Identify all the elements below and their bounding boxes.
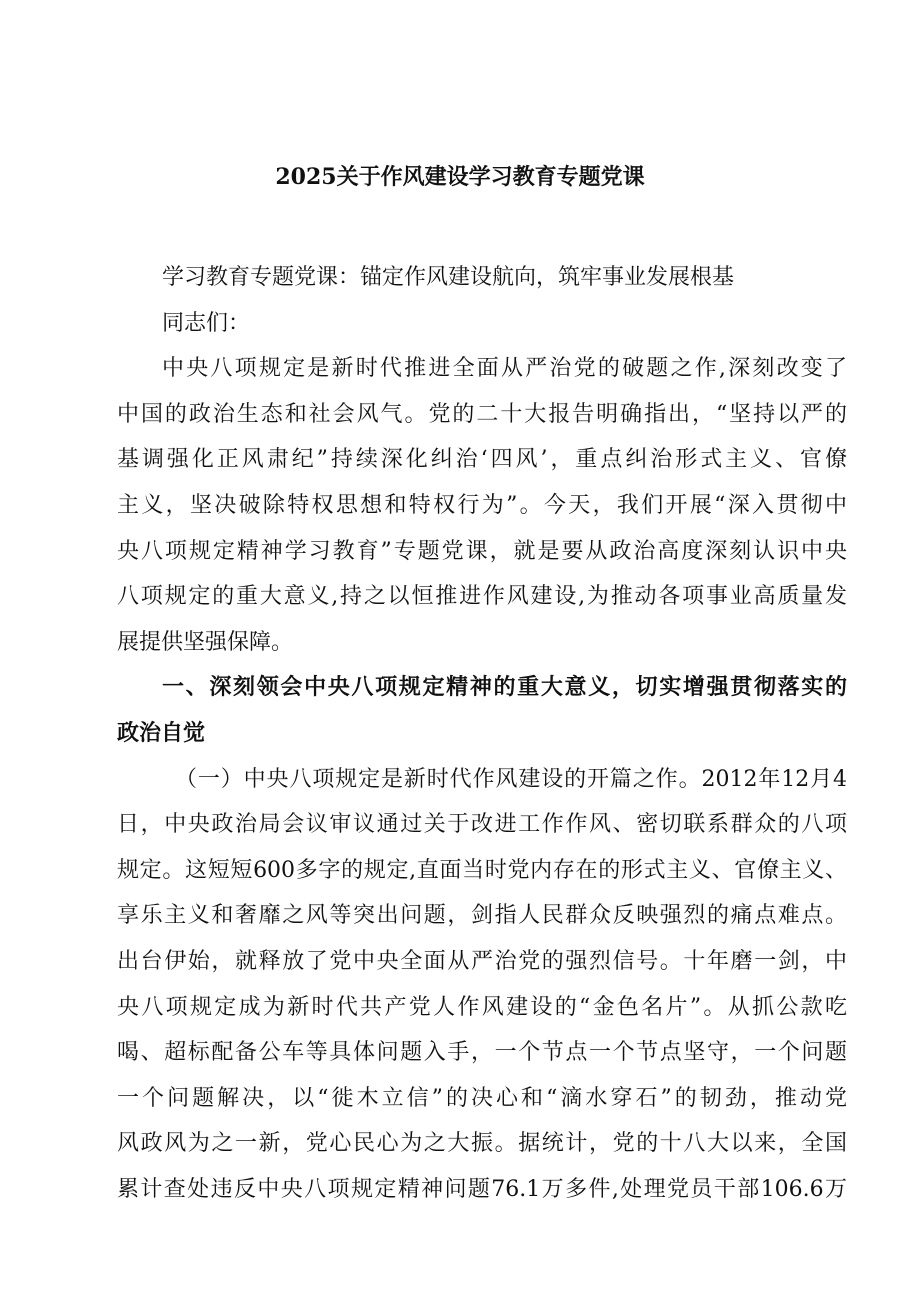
document-title: 2025关于作风建设学习教育专题党课 xyxy=(275,164,645,190)
paragraph-line: 规定。这短短600多字的规定,直面当时党内存在的形式主义、官僚主义、 xyxy=(117,857,847,883)
paragraph-line: 享乐主义和奢靡之风等突出问题，剑指人民群众反映强烈的痛点难点。 xyxy=(117,903,847,929)
paragraph-line: 央八项规定精神学习教育”专题党课，就是要从政治高度深刻认识中央 xyxy=(117,538,847,564)
paragraph-line: 出台伊始，就释放了党中央全面从严治党的强烈信号。十年磨一剑，中 xyxy=(117,948,847,974)
paragraph-line: 风政风为之一新，党心民心为之大振。据统计，党的十八大以来，全国 xyxy=(117,1131,847,1157)
paragraph-line: 八项规定的重大意义,持之以恒推进作风建设,为推动各项事业高质量发 xyxy=(117,584,847,610)
subtitle-line: 学习教育专题党课：锚定作风建设航向，筑牢事业发展根基 xyxy=(162,265,735,290)
paragraph-line: 展提供坚强保障。 xyxy=(117,629,294,655)
salutation-line: 同志们： xyxy=(162,310,251,336)
paragraph-line: 中国的政治生态和社会风气。党的二十大报告明确指出，“坚持以严的 xyxy=(117,401,847,427)
document-body xyxy=(117,255,847,1212)
paragraph-line: 一个问题解决，以“徙木立信”的决心和“滴水穿石”的韧劲，推动党 xyxy=(117,1085,847,1111)
paragraph-line: 基调强化正风肃纪”持续深化纠治‘四风’，重点纠治形式主义、官僚 xyxy=(117,447,847,473)
paragraph-line: 主义，坚决破除特权思想和特权行为”。今天，我们开展“深入贯彻中 xyxy=(117,492,847,518)
paragraph-line: 累计查处违反中央八项规定精神问题76.1万多件,处理党员干部106.6万 xyxy=(117,1176,847,1202)
paragraph-line: （一）中央八项规定是新时代作风建设的开篇之作。2012年12月4 xyxy=(175,766,847,792)
section-heading: 一、深刻领会中央八项规定精神的重大意义，切实增强贯彻落实的 xyxy=(162,674,847,701)
section-heading: 政治自觉 xyxy=(117,719,206,746)
paragraph-line: 喝、超标配备公车等具体问题入手，一个节点一个节点坚守，一个问题 xyxy=(117,1040,847,1066)
paragraph-line: 中央八项规定是新时代推进全面从严治党的破题之作,深刻改变了 xyxy=(162,356,847,382)
paragraph-line: 央八项规定成为新时代共产党人作风建设的“金色名片”。从抓公款吃 xyxy=(117,994,847,1020)
paragraph-line: 日，中央政治局会议审议通过关于改进工作作风、密切联系群众的八项 xyxy=(117,812,847,838)
